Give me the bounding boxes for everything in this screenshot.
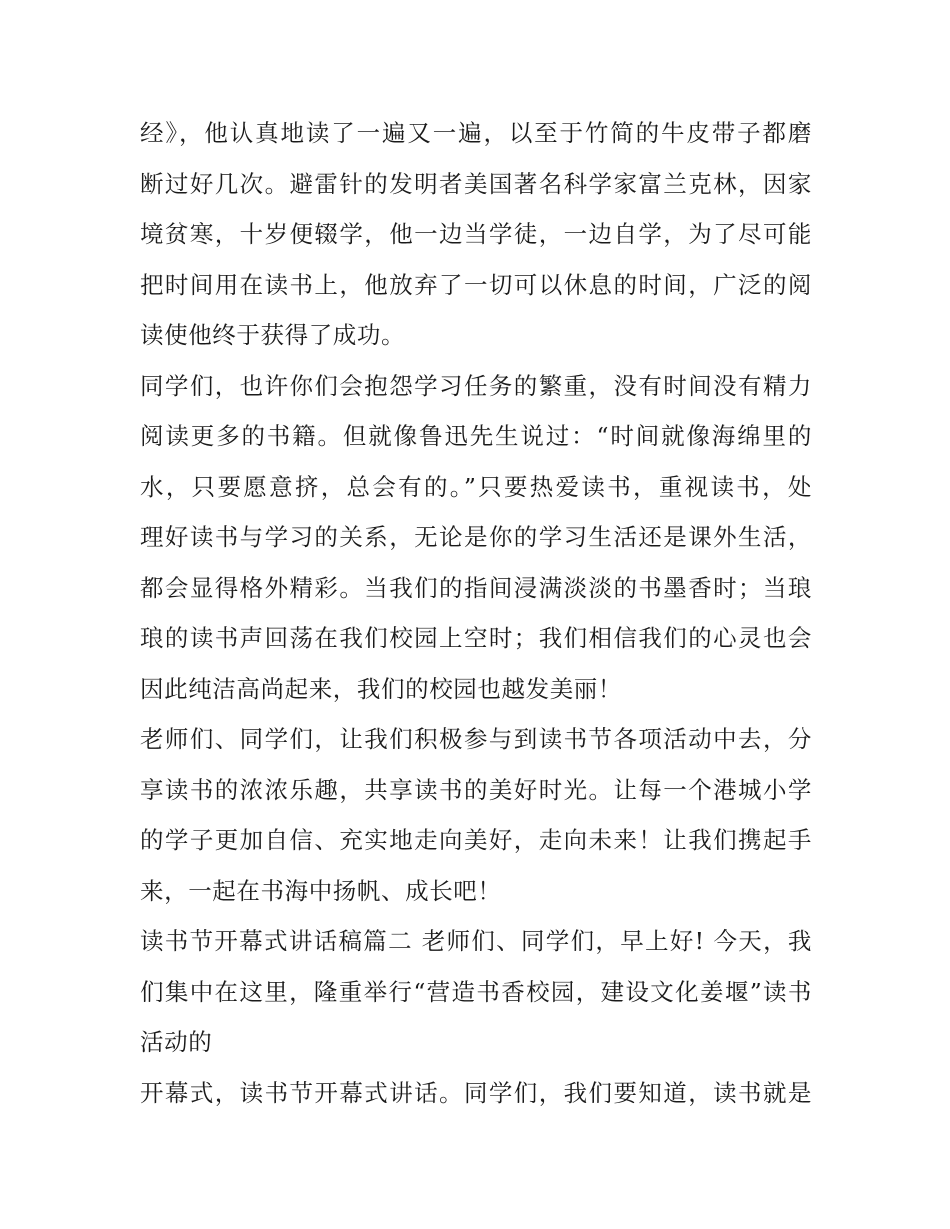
text-line: 琅的读书声回荡在我们校园上空时；我们相信我们的心灵也会 xyxy=(140,624,812,652)
text-line: 因此纯洁高尚起来，我们的校园也越发美丽！ xyxy=(140,674,622,703)
text-line: 来，一起在书海中扬帆、成长吧！ xyxy=(140,876,502,905)
text-line: 断过好几次。避雷针的发明者美国著名科学家富兰克林，因家 xyxy=(140,169,812,198)
text-line: 老师们、同学们，让我们积极参与到读书节各项活动中去，分 xyxy=(140,725,812,753)
text-line: 都会显得格外精彩。当我们的指间浸满淡淡的书墨香时；当琅 xyxy=(140,573,812,602)
body-text xyxy=(140,108,812,1118)
text-line: 把时间用在读书上，他放弃了一切可以休息的时间，广泛的阅 xyxy=(140,270,812,299)
text-line: 的学子更加自信、充实地走向美好，走向未来！让我们携起手 xyxy=(140,826,812,854)
text-line: 活动的 xyxy=(140,1028,213,1056)
text-line: 享读书的浓浓乐趣，共享读书的美好时光。让每一个港城小学 xyxy=(140,775,812,804)
text-line: 读书节开幕式讲话稿篇二 老师们、同学们，早上好! 今天，我 xyxy=(140,927,812,955)
text-line: 阅读更多的书籍。但就像鲁迅先生说过：“时间就像海绵里的 xyxy=(140,422,812,450)
text-line: 同学们，也许你们会抱怨学习任务的繁重，没有时间没有精力 xyxy=(140,371,812,400)
text-line: 理好读书与学习的关系，无论是你的学习生活还是课外生活， xyxy=(140,523,812,551)
text-line: 读使他终于获得了成功。 xyxy=(140,321,406,349)
text-line: 开幕式，读书节开幕式讲话。同学们，我们要知道，读书就是 xyxy=(140,1078,812,1107)
text-line: 境贫寒，十岁便辍学，他一边当学徒，一边自学，为了尽可能 xyxy=(140,220,812,248)
text-line: 水，只要愿意挤，总会有的。”只要热爱读书，重视读书，处 xyxy=(140,472,812,501)
text-line: 经》，他认真地读了一遍又一遍，以至于竹简的牛皮带子都磨 xyxy=(140,119,812,147)
text-line: 们集中在这里，隆重举行“营造书香校园，建设文化姜堰”读书 xyxy=(140,977,812,1006)
